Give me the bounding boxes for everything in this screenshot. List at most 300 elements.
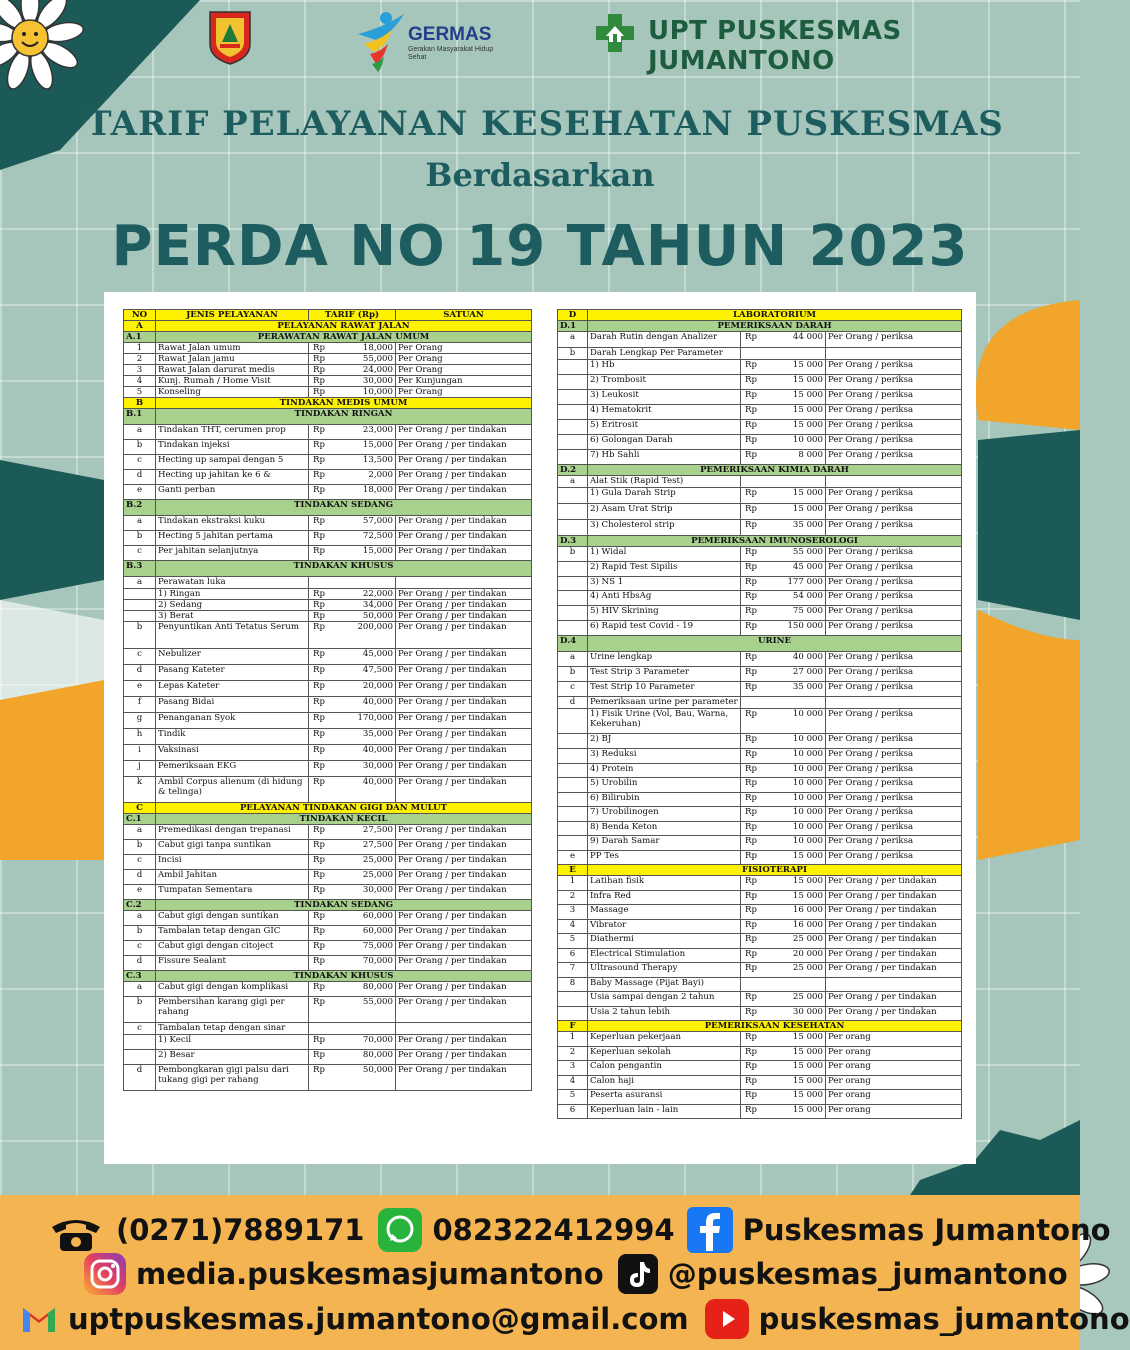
tariff-value: 55,000	[362, 354, 393, 364]
row-section-label: PELAYANAN TINDAKAN GIGI DAN MULUT	[156, 803, 532, 814]
tariff-value: 80,000	[362, 1050, 393, 1060]
row-service: 1) Gula Darah Strip	[588, 488, 741, 504]
row-no: 2	[558, 1047, 588, 1061]
youtube-text[interactable]: puskesmas_jumantono	[758, 1302, 1130, 1336]
table-row	[558, 1061, 962, 1076]
row-unit: Per Orang / per tindakan	[396, 997, 532, 1023]
row-unit: Per Orang / per tindakan	[396, 455, 532, 470]
tariff-table-right	[557, 309, 962, 1119]
currency-label: Rp	[313, 649, 325, 659]
row-service: 1) Widal	[588, 547, 741, 562]
row-unit	[826, 476, 962, 488]
row-service: Hecting up jahitan ke 6 &	[156, 470, 309, 485]
row-unit: Per Orang / periksa	[826, 851, 962, 865]
row-no	[558, 591, 588, 606]
row-unit: Per Orang / periksa	[826, 836, 962, 851]
tariff-value: 45,000	[362, 649, 393, 659]
table-row	[124, 681, 532, 697]
row-unit: Per Orang / per tindakan	[826, 876, 962, 891]
currency-label: Rp	[313, 589, 325, 599]
row-unit: Per Orang / periksa	[826, 488, 962, 504]
row-service: 2) Trombosit	[588, 375, 741, 390]
row-service: Fissure Sealant	[156, 956, 309, 971]
row-service: Tumpatan Sementara	[156, 885, 309, 900]
row-unit: Per Orang / periksa	[826, 778, 962, 793]
row-tariff	[741, 1076, 826, 1090]
table-row	[558, 876, 962, 891]
currency-label: Rp	[745, 905, 757, 915]
row-no	[558, 836, 588, 851]
tariff-value: 30,000	[362, 376, 393, 386]
table-row	[124, 455, 532, 470]
currency-label: Rp	[313, 911, 325, 921]
row-no: 5	[558, 1090, 588, 1105]
currency-label: Rp	[313, 546, 325, 556]
row-unit: Per Orang / periksa	[826, 793, 962, 807]
row-unit: Per Orang / per tindakan	[826, 920, 962, 934]
section-row	[124, 398, 532, 409]
row-section-label: FISIOTERAPI	[588, 865, 962, 876]
tariff-value: 15 000	[792, 488, 823, 498]
row-unit: Per Orang / per tindakan	[396, 485, 532, 500]
row-tariff	[741, 420, 826, 435]
row-unit: Per Orang / per tindakan	[826, 1007, 962, 1021]
table-row	[124, 600, 532, 611]
tariff-value: 10 000	[792, 822, 823, 832]
table-row	[124, 440, 532, 455]
row-unit: Per Orang / periksa	[826, 435, 962, 450]
row-unit: Per Orang / periksa	[826, 822, 962, 836]
currency-label: Rp	[313, 1050, 325, 1060]
row-tariff	[309, 343, 396, 354]
row-tariff	[741, 934, 826, 949]
row-unit: Per Orang / per tindakan	[396, 681, 532, 697]
row-service: PP Tes	[588, 851, 741, 865]
row-no	[558, 606, 588, 621]
row-tariff	[309, 516, 396, 531]
subsection-row	[124, 332, 532, 343]
tariff-value: 15 000	[792, 1076, 823, 1086]
table-row	[124, 485, 532, 500]
row-unit: Per Orang / periksa	[826, 562, 962, 577]
tariff-value: 40,000	[362, 697, 393, 707]
row-unit: Per Orang / per tindakan	[396, 1065, 532, 1091]
tiktok-text[interactable]: @puskesmas_jumantono	[667, 1257, 1068, 1291]
currency-label: Rp	[313, 855, 325, 865]
row-unit: Per Orang / periksa	[826, 682, 962, 697]
row-section-label: TINDAKAN RINGAN	[156, 409, 532, 425]
table-row	[124, 354, 532, 365]
row-service: Pasang Bidai	[156, 697, 309, 713]
row-no: 2	[558, 891, 588, 905]
table-row	[558, 504, 962, 520]
table-row	[124, 387, 532, 398]
row-unit	[826, 348, 962, 360]
tariff-value: 15,000	[362, 440, 393, 450]
row-unit: Per Orang / per tindakan	[396, 870, 532, 885]
tariff-value: 15,000	[362, 546, 393, 556]
row-tariff	[309, 1065, 396, 1091]
table-row	[124, 885, 532, 900]
tariff-value: 25 000	[792, 934, 823, 944]
table-row	[124, 777, 532, 803]
row-tariff	[309, 997, 396, 1023]
table-row	[558, 1032, 962, 1047]
table-row	[124, 870, 532, 885]
puskesmas-cross-icon	[594, 12, 636, 54]
facebook-text[interactable]: Puskesmas Jumantono	[742, 1213, 1111, 1247]
table-row	[124, 649, 532, 665]
table-row	[558, 606, 962, 621]
currency-label: Rp	[745, 876, 757, 886]
row-tariff	[741, 375, 826, 390]
table-row	[558, 749, 962, 764]
row-tariff	[309, 1035, 396, 1050]
table-row	[558, 621, 962, 636]
row-no	[558, 562, 588, 577]
tariff-value: 10,000	[362, 387, 393, 397]
currency-label: Rp	[745, 793, 757, 803]
currency-label: Rp	[745, 405, 757, 415]
row-tariff	[309, 546, 396, 561]
row-no: b	[558, 667, 588, 682]
table-row	[124, 589, 532, 600]
row-unit: Per Orang / per tindakan	[396, 745, 532, 761]
currency-label: Rp	[745, 949, 757, 959]
row-unit: Per Orang / per tindakan	[396, 885, 532, 900]
currency-label: Rp	[745, 807, 757, 817]
row-service: Test Strip 3 Parameter	[588, 667, 741, 682]
row-unit: Per Orang / per tindakan	[396, 777, 532, 803]
row-tariff	[309, 825, 396, 840]
row-service: Hecting up sampai dengan 5	[156, 455, 309, 470]
table-row	[558, 891, 962, 905]
row-unit: Per Orang / periksa	[826, 667, 962, 682]
currency-label: Rp	[745, 891, 757, 901]
row-no	[558, 577, 588, 591]
row-unit: Per Orang / per tindakan	[826, 891, 962, 905]
whatsapp-text[interactable]: 082322412994	[432, 1213, 675, 1247]
table-row	[124, 745, 532, 761]
tariff-value: 24,000	[362, 365, 393, 375]
row-no: a	[124, 577, 156, 589]
table-row	[124, 761, 532, 777]
row-tariff	[741, 591, 826, 606]
table-row	[124, 577, 532, 589]
row-unit: Per Orang / periksa	[826, 390, 962, 405]
row-service: Pembersihan karang gigi per rahang	[156, 997, 309, 1023]
tariff-value: 40,000	[362, 745, 393, 755]
row-tariff	[309, 365, 396, 376]
table-row	[558, 547, 962, 562]
currency-label: Rp	[745, 963, 757, 973]
table-row	[558, 920, 962, 934]
row-service: Calon pengantin	[588, 1061, 741, 1076]
row-no	[124, 1035, 156, 1050]
tariff-value: 15 000	[792, 1090, 823, 1100]
row-section-label: PELAYANAN RAWAT JALAN	[156, 321, 532, 332]
row-tariff	[741, 1090, 826, 1105]
table-row	[124, 1035, 532, 1050]
row-tariff	[741, 450, 826, 465]
instagram-text[interactable]: media.puskesmasjumantono	[136, 1257, 604, 1291]
table-row	[124, 665, 532, 681]
tariff-value: 40,000	[362, 777, 393, 787]
table-row	[558, 405, 962, 420]
row-service: 5) Eritrosit	[588, 420, 741, 435]
currency-label: Rp	[745, 709, 757, 719]
row-section-label: PEMERIKSAAN KIMIA DARAH	[588, 465, 962, 476]
row-service: Penanganan Syok	[156, 713, 309, 729]
row-no	[558, 793, 588, 807]
youtube-icon	[705, 1299, 749, 1339]
row-unit: Per Orang / per tindakan	[396, 600, 532, 611]
row-code: B.1	[124, 409, 156, 425]
currency-label: Rp	[313, 1035, 325, 1045]
table-row	[124, 697, 532, 713]
row-no: 1	[558, 1032, 588, 1047]
row-unit: Per Orang / per tindakan	[396, 1050, 532, 1065]
currency-label: Rp	[313, 697, 325, 707]
row-no: 7	[558, 963, 588, 978]
row-unit: Per orang	[826, 1090, 962, 1105]
row-unit: Per Orang / per tindakan	[396, 697, 532, 713]
row-service: 6) Golongan Darah	[588, 435, 741, 450]
row-service: 7) Hb Sahli	[588, 450, 741, 465]
currency-label: Rp	[313, 425, 325, 435]
tariff-value: 10 000	[792, 807, 823, 817]
row-unit: Per Orang / per tindakan	[826, 949, 962, 963]
row-tariff	[741, 476, 826, 488]
row-no: b	[124, 997, 156, 1023]
row-service: 3) Berat	[156, 611, 309, 622]
tariff-value: 27,500	[362, 840, 393, 850]
row-tariff	[741, 1105, 826, 1119]
row-no	[558, 992, 588, 1007]
tariff-value: 23,000	[362, 425, 393, 435]
table-row	[558, 934, 962, 949]
row-unit: Per Orang / periksa	[826, 807, 962, 822]
row-service: Rawat Jalan umum	[156, 343, 309, 354]
row-tariff	[309, 622, 396, 649]
table-row	[124, 982, 532, 997]
row-no	[558, 435, 588, 450]
tariff-value: 200,000	[357, 622, 393, 632]
row-service: 3) Leukosit	[588, 390, 741, 405]
currency-label: Rp	[313, 825, 325, 835]
row-tariff	[309, 713, 396, 729]
currency-label: Rp	[745, 1061, 757, 1071]
tariff-value: 30 000	[792, 1007, 823, 1017]
subsection-row	[558, 536, 962, 547]
tariff-value: 15 000	[792, 420, 823, 430]
row-no	[124, 1050, 156, 1065]
currency-label: Rp	[745, 1032, 757, 1042]
row-service: Ambil Corpus alienum (di hidung & telinga)	[156, 777, 309, 803]
row-unit: Per Orang / per tindakan	[396, 516, 532, 531]
row-no	[124, 589, 156, 600]
email-text[interactable]: uptpuskesmas.jumantono@gmail.com	[68, 1302, 689, 1336]
tariff-value: 16 000	[792, 920, 823, 930]
row-service: 2) BJ	[588, 734, 741, 749]
row-tariff	[309, 600, 396, 611]
table-row	[558, 992, 962, 1007]
tariff-value: 30,000	[362, 885, 393, 895]
row-service: Keperluan sekolah	[588, 1047, 741, 1061]
tariff-value: 25,000	[362, 870, 393, 880]
table-row	[558, 682, 962, 697]
tariff-value: 35,000	[362, 729, 393, 739]
row-no: a	[558, 476, 588, 488]
table-row	[558, 667, 962, 682]
row-service: Penyuntikan Anti Tetatus Serum	[156, 622, 309, 649]
currency-label: Rp	[313, 440, 325, 450]
row-no: a	[124, 982, 156, 997]
row-no: g	[124, 713, 156, 729]
section-row	[558, 1021, 962, 1032]
section-row	[124, 803, 532, 814]
table-row	[124, 365, 532, 376]
row-section-label: TINDAKAN SEDANG	[156, 900, 532, 911]
row-unit: Per Orang	[396, 365, 532, 376]
row-tariff	[741, 992, 826, 1007]
currency-label: Rp	[745, 734, 757, 744]
row-no: d	[124, 870, 156, 885]
row-tariff	[309, 911, 396, 926]
row-unit: Per Orang / per tindakan	[396, 840, 532, 855]
row-tariff	[309, 777, 396, 803]
table-row	[558, 963, 962, 978]
row-tariff	[741, 764, 826, 778]
subsection-row	[124, 500, 532, 516]
col-header-unit: SATUAN	[396, 310, 532, 321]
row-tariff	[741, 891, 826, 905]
tariff-value: 170,000	[357, 713, 393, 723]
currency-label: Rp	[313, 455, 325, 465]
row-code: C.2	[124, 900, 156, 911]
row-service: 1) Fisik Urine (Vol, Bau, Warna, Kekeruhan)	[588, 709, 741, 734]
tariff-value: 57,000	[362, 516, 393, 526]
subsection-row	[124, 561, 532, 577]
row-no	[558, 375, 588, 390]
currency-label: Rp	[745, 375, 757, 385]
currency-label: Rp	[313, 777, 325, 787]
facebook-icon	[687, 1207, 733, 1253]
row-tariff	[741, 360, 826, 375]
currency-label: Rp	[745, 1047, 757, 1057]
currency-label: Rp	[745, 420, 757, 430]
row-unit: Per Orang / per tindakan	[396, 649, 532, 665]
row-tariff	[309, 729, 396, 745]
table-row	[558, 420, 962, 435]
row-service: 5) Urobilin	[588, 778, 741, 793]
row-no: 2	[124, 354, 156, 365]
tariff-value: 177 000	[787, 577, 823, 587]
row-section-label: PEMERIKSAAN IMUNOSEROLOGI	[588, 536, 962, 547]
row-unit: Per Orang / per tindakan	[826, 992, 962, 1007]
row-section-label: PERAWATAN RAWAT JALAN UMUM	[156, 332, 532, 343]
table-row	[558, 697, 962, 709]
row-no	[558, 450, 588, 465]
currency-label: Rp	[313, 611, 325, 621]
row-tariff	[309, 1023, 396, 1035]
tariff-value: 15 000	[792, 360, 823, 370]
row-tariff	[309, 697, 396, 713]
row-service: Infra Red	[588, 891, 741, 905]
row-service: Cabut gigi dengan suntikan	[156, 911, 309, 926]
row-no	[558, 504, 588, 520]
table-row	[558, 1090, 962, 1105]
row-section-label: TINDAKAN KHUSUS	[156, 971, 532, 982]
col-header-service: JENIS PELAYANAN	[156, 310, 309, 321]
table-row	[124, 425, 532, 440]
row-service: Premedikasi dengan trepanasi	[156, 825, 309, 840]
phone-text[interactable]: (0271)7889171	[116, 1213, 365, 1247]
subsection-row	[558, 636, 962, 652]
row-tariff	[309, 485, 396, 500]
row-service: 4) Hematokrit	[588, 405, 741, 420]
row-no: b	[124, 531, 156, 546]
row-section-label: LABORATORIUM	[588, 310, 962, 321]
tariff-value: 75 000	[792, 606, 823, 616]
row-service: Tindakan THT, cerumen prop	[156, 425, 309, 440]
row-service: 7) Urobilinogen	[588, 807, 741, 822]
currency-label: Rp	[313, 516, 325, 526]
row-tariff	[741, 1007, 826, 1021]
section-row	[124, 321, 532, 332]
currency-label: Rp	[745, 562, 757, 572]
currency-label: Rp	[745, 450, 757, 460]
row-unit: Per Orang / periksa	[826, 547, 962, 562]
table-row	[124, 470, 532, 485]
row-unit: Per Orang / per tindakan	[396, 546, 532, 561]
currency-label: Rp	[745, 520, 757, 530]
row-unit: Per Orang / periksa	[826, 606, 962, 621]
row-tariff	[309, 425, 396, 440]
currency-label: Rp	[313, 365, 325, 375]
table-row	[124, 997, 532, 1023]
row-tariff	[741, 1032, 826, 1047]
row-no: e	[124, 681, 156, 697]
row-unit: Per Orang	[396, 354, 532, 365]
row-tariff	[741, 807, 826, 822]
row-code: B.3	[124, 561, 156, 577]
currency-label: Rp	[745, 606, 757, 616]
table-row	[124, 622, 532, 649]
tariff-value: 25 000	[792, 963, 823, 973]
table-row	[558, 1007, 962, 1021]
row-tariff	[741, 520, 826, 536]
row-tariff	[741, 734, 826, 749]
currency-label: Rp	[745, 332, 757, 342]
row-tariff	[741, 332, 826, 348]
row-code: D	[558, 310, 588, 321]
row-tariff	[741, 851, 826, 865]
row-no: b	[124, 840, 156, 855]
row-no: a	[124, 825, 156, 840]
row-no	[558, 488, 588, 504]
currency-label: Rp	[745, 682, 757, 692]
row-code: C.3	[124, 971, 156, 982]
tariff-value: 10 000	[792, 435, 823, 445]
row-unit: Per Orang	[396, 343, 532, 354]
contact-row-1	[46, 1207, 1111, 1253]
row-no	[558, 360, 588, 375]
tariff-value: 35 000	[792, 682, 823, 692]
row-service: Incisi	[156, 855, 309, 870]
row-tariff	[741, 348, 826, 360]
currency-label: Rp	[745, 577, 757, 587]
